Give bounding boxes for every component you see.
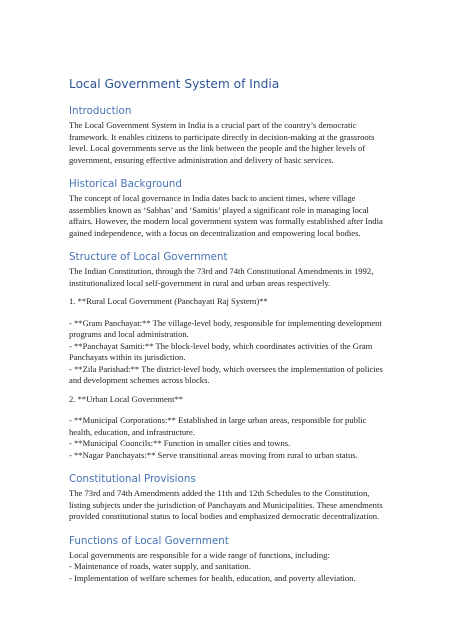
rural-list-title: 1. **Rural Local Government (Panchayati Raj System)** <box>69 296 268 306</box>
section-heading-functions: Functions of Local Government <box>69 534 229 547</box>
structure-intro-paragraph: The Indian Constitution, through the 73rd and 74th Constitutional Amendments in 1992, institutionalized local self-government in rural and urban areas respectively. <box>69 266 374 288</box>
rural-list-items: - **Gram Panchayat:** The village-level body, responsible for implementing development programs and local administration. - **Panchayat Samiti:** The block-level body, which coordinates activities of the Gram Panchayats within its jurisdiction. - **Zila Parishad:** The district-level body, which oversees the implementation of policies and development schemes across blocks. <box>69 317 383 385</box>
urban-list-title: 2. **Urban Local Government** <box>69 393 184 404</box>
functions-paragraph: Local governments are responsible for a wide range of functions, including: - Maintenance of roads, water supply, and sanitation. - Implementation of welfare schemes for health, education, and poverty alleviation. <box>69 549 356 583</box>
urban-list-items: - **Municipal Corporations:** Established in large urban areas, responsible for public health, education, and infrastructure. - **Municipal Councils:** Function in smaller cities and towns. - **Nagar Panchayats:** Serve transitional areas moving from rural to urban status. <box>69 415 367 460</box>
section-heading-introduction: Introduction <box>69 105 132 117</box>
section-heading-structure: Structure of Local Government <box>69 251 228 263</box>
introduction-paragraph: The Local Government System in India is a crucial part of the country’s democratic framework. It enables citizens to participate directly in decision-making at the grassroots level. Local governments serve as the link between the people and the higher levels of government, ensuring effective administration and delivery of basic services. <box>69 120 375 165</box>
historical-background-paragraph: The concept of local governance in India dates back to ancient times, where village assemblies known as ‘Sabhas’ and ‘Samitis’ played a significant role in managing local affairs. However, the modern local government system was formally established after India gained independence, with a focus on decentralization and empowering local bodies. <box>69 193 383 238</box>
section-heading-constitutional-provisions: Constitutional Provisions <box>69 473 196 485</box>
document-title: Local Government System of India <box>69 77 280 91</box>
section-heading-historical-background: Historical Background <box>69 178 182 190</box>
constitutional-provisions-paragraph: The 73rd and 74th Amendments added the 11th and 12th Schedules to the Constitution, listing subjects under the jurisdiction of Panchayats and Municipalities. These amendments provided constitutional status to local bodies and emphasized democratic decentralization. <box>69 488 383 521</box>
